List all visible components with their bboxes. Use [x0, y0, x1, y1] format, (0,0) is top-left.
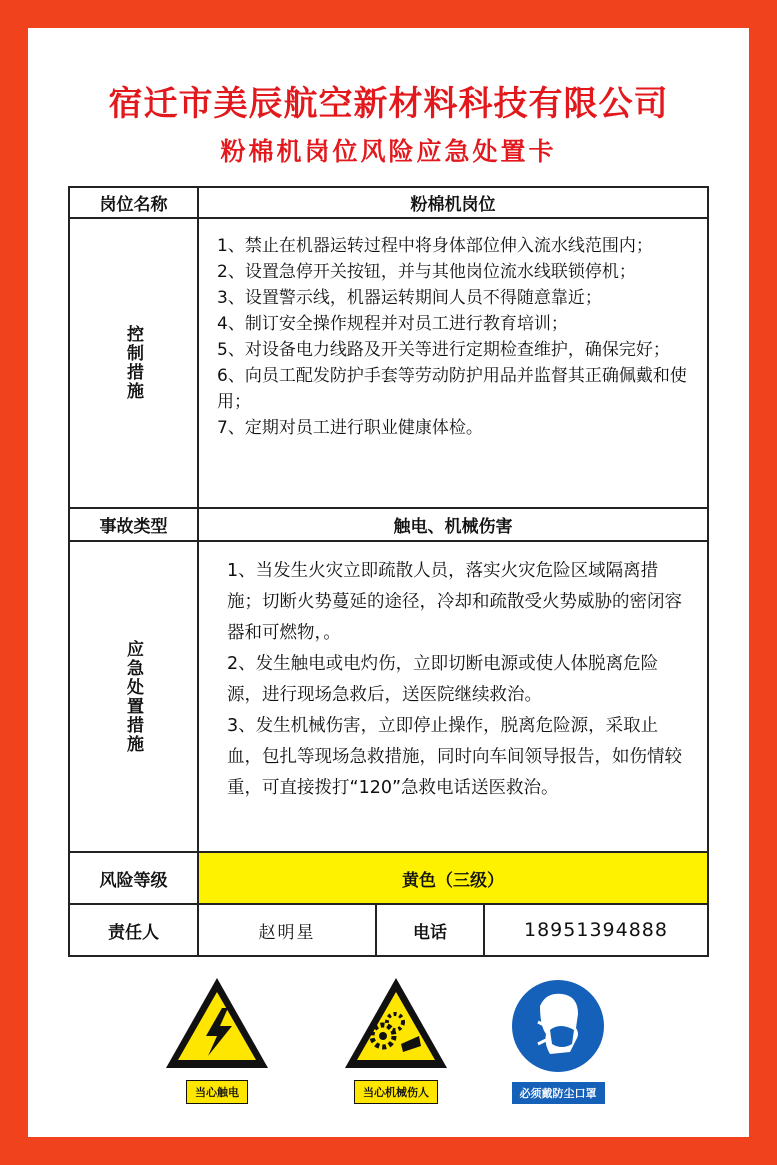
phone-value: 18951394888 [524, 919, 668, 941]
phone-label: 电话 [377, 905, 485, 955]
accident-label: 事故类型 [70, 509, 199, 542]
control-measures [199, 219, 707, 509]
list-item: 2、发生触电或电灼伤，立即切断电源或使人体脱离危险源，进行现场急救后，送医院继续救治。 [227, 654, 659, 705]
dust-mask-mandatory-icon [510, 978, 606, 1074]
sign-caption: 必须戴防尘口罩 [512, 1082, 605, 1104]
list-item: 1、当发生火灾立即疏散人员，落实火灾危险区域隔离措施；切断火势蔓延的途径，冷却和疏散受火势威胁的密闭容器和可燃物，。 [227, 561, 682, 643]
electric-shock-warning-icon [162, 974, 272, 1074]
card-paper [28, 28, 749, 1137]
control-label-text: 控制措施 [123, 325, 143, 401]
risk-table [68, 186, 709, 957]
list-item: 7、定期对员工进行职业健康体检。 [217, 418, 483, 438]
sign-caption: 当心机械伤人 [354, 1080, 438, 1104]
owner-value: 赵明星 [199, 905, 377, 955]
sign-caption: 当心触电 [186, 1080, 248, 1104]
list-item: 3、设置警示线，机器运转期间人员不得随意靠近； [217, 288, 602, 308]
risk-value: 黄色（三级） [199, 853, 707, 905]
sign-electric-shock [162, 974, 272, 1099]
company-title: 宿迁市美辰航空新材料科技有限公司 [108, 84, 669, 124]
post-label: 岗位名称 [70, 188, 199, 219]
sign-machine-injury [336, 974, 456, 1099]
post-value: 粉棉机岗位 [199, 188, 707, 219]
accident-value: 触电、机械伤害 [199, 509, 707, 542]
control-label [70, 219, 199, 509]
list-item: 3、发生机械伤害，立即停止操作，脱离危险源，采取止血，包扎等现场急救措施，同时向车间领导报告，如伤情较重，可直接拨打“120”急救电话送医救治。 [227, 716, 682, 798]
risk-label: 风险等级 [70, 853, 199, 905]
list-item: 1、禁止在机器运转过程中将身体部位伸入流水线范围内； [217, 236, 653, 256]
emergency-measures [199, 542, 707, 853]
card-title: 粉棉机岗位风险应急处置卡 [220, 137, 557, 166]
list-item: 5、对设备电力线路及开关等进行定期检查维护，确保完好； [217, 340, 670, 360]
machine-injury-warning-icon [341, 974, 451, 1074]
owner-label: 责任人 [70, 905, 199, 955]
list-item: 6、向员工配发防护手套等劳动防护用品并监督其正确佩戴和使用； [217, 366, 687, 412]
sign-dust-mask [498, 978, 618, 1100]
emergency-label-text: 应急处置措施 [123, 639, 143, 754]
list-item: 4、制订安全操作规程并对员工进行教育培训； [217, 314, 568, 334]
emergency-label [70, 542, 199, 853]
list-item: 2、设置急停开关按钮，并与其他岗位流水线联锁停机； [217, 262, 636, 282]
